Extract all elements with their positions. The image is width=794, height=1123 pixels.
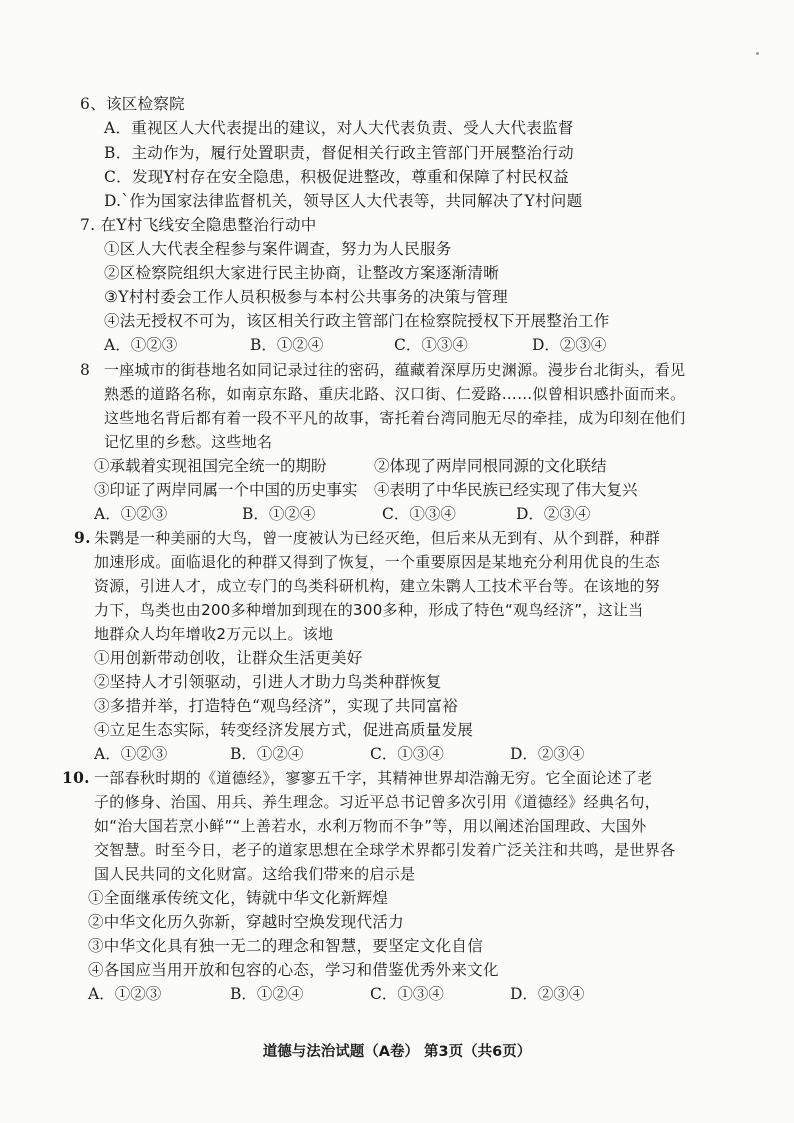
q9-passage-line-2: 加速形成。面临退化的种群又得到了恢复，一个重要原因是某地充分利用优良的生态 [94, 553, 661, 571]
q10-passage-line-1: 一部春秋时期的《道德经》，寥寥五千字，其精神世界却浩瀚无穷。它全面论述了老 [94, 769, 653, 787]
q7-statement-1: ①区人大代表全程参与案件调查，努力为人民服务 [104, 240, 452, 258]
q6-option-b: B．主动作为，履行处置职责，督促相关行政主管部门开展整治行动 [104, 144, 574, 162]
q7-option-d: D．②③④ [532, 336, 607, 354]
q10-statement-1: ①全面继承传统文化，铸就中华文化新辉煌 [88, 889, 389, 907]
q10-option-d: D．②③④ [510, 985, 585, 1003]
q7-option-a: A．①②③ [104, 336, 178, 354]
q9-statement-3: ③多措并举，打造特色“观鸟经济”，实现了共同富裕 [94, 697, 459, 715]
q8-option-c: C．①③④ [382, 505, 456, 523]
q8-options [94, 502, 654, 526]
q9-number: 9. [74, 528, 91, 547]
q8-option-b: B．①②④ [242, 505, 316, 523]
page-footer: 道德与法治试题（A卷） 第3页（共6页） [262, 1044, 532, 1060]
scan-speck [756, 52, 759, 55]
q9-passage-line-4: 力下，鸟类也由200多种增加到现在的300多种，形成了特色“观鸟经济”，这让当 [94, 601, 644, 619]
q8-passage-line-1: 一座城市的街巷地名如同记录过往的密码，蕴藏着深厚历史渊源。漫步台北街头，看见 [104, 361, 686, 379]
q8-passage-line-4: 记忆里的乡愁。这些地名 [104, 433, 273, 451]
q10-option-b: B．①②④ [230, 985, 304, 1003]
q9-passage-line-3: 资源，引进人才，成立专门的鸟类科研机构，建立朱鹮人工技术平台等。在该地的努 [94, 577, 661, 595]
q8-option-d: D．②③④ [516, 505, 591, 523]
q10-passage-line-3: 如“治大国若烹小鲜”“上善若水，水利万物而不争”等，用以阐述治国理政、大国外 [94, 817, 647, 835]
q9-statement-1: ①用创新带动创收，让群众生活更美好 [94, 649, 363, 667]
q8-passage-line-3: 这些地名背后都有着一段不平凡的故事，寄托着台湾同胞无尽的牵挂，成为印刻在他们 [104, 409, 686, 427]
q10-passage-line-2: 子的修身、治国、用兵、养生理念。习近平总书记曾多次引用《道德经》经典名句， [94, 793, 661, 811]
q8-statements-row-1 [94, 454, 654, 478]
q7-option-c: C．①③④ [394, 336, 468, 354]
q7-statement-4: ④法无授权不可为，该区相关行政主管部门在检察院授权下开展整治工作 [104, 312, 610, 330]
q8-statement-4: ④表明了中华民族已经实现了伟大复兴 [374, 481, 638, 499]
q9-option-c: C．①③④ [370, 745, 444, 763]
q10-passage-line-5: 国人民共同的文化财富。这给我们带来的启示是 [94, 865, 416, 883]
q8-statement-2: ②体现了两岸同根同源的文化联结 [374, 457, 607, 475]
q6-stem: 6、该区检察院 [80, 95, 185, 113]
q8-statement-1: ①承载着实现祖国完全统一的期盼 [94, 457, 327, 475]
q8-number: 8 [80, 361, 91, 379]
q7-option-b: B．①②④ [250, 336, 324, 354]
q8-statements-row-2 [94, 478, 674, 502]
q9-option-b: B．①②④ [230, 745, 304, 763]
q9-option-d: D．②③④ [510, 745, 585, 763]
q8-option-a: A．①②③ [94, 505, 168, 523]
q7-stem: 7. 在Y村飞线安全隐患整治行动中 [80, 216, 317, 234]
q9-passage-line-1: 朱鹮是一种美丽的大鸟，曾一度被认为已经灭绝，但后来从无到有、从个到群，种群 [94, 529, 661, 547]
q10-option-c: C．①③④ [370, 985, 444, 1003]
q10-statement-3: ③中华文化具有独一无二的理念和智慧，要坚定文化自信 [88, 937, 484, 955]
q8-statement-3: ③印证了两岸同属一个中国的历史事实 [94, 481, 358, 499]
q10-statement-2: ②中华文化历久弥新，穿越时空焕发现代活力 [88, 913, 405, 931]
q9-statement-4: ④立足生态实际，转变经济发展方式，促进高质量发展 [94, 721, 474, 739]
q7-statement-2: ②区检察院组织大家进行民主协商，让整改方案逐渐清晰 [104, 264, 500, 282]
q6-option-d: D.`作为国家法律监督机关，领导区人大代表等，共同解决了Y村问题 [104, 192, 583, 210]
q10-option-a: A．①②③ [88, 985, 162, 1003]
q9-options [94, 742, 654, 766]
q6-option-a: A．重视区人大代表提出的建议，对人大代表负责、受人大代表监督 [104, 119, 574, 137]
q10-options [88, 982, 648, 1006]
q9-option-a: A．①②③ [94, 745, 168, 763]
q10-number: 10. [62, 768, 90, 787]
q9-passage-line-5: 地群众人均年增收2万元以上。该地 [94, 625, 334, 643]
q7-statement-3: ③Y村村委会工作人员积极参与本村公共事务的决策与管理 [104, 288, 508, 306]
q8-passage-line-2: 熟悉的道路名称，如南京东路、重庆北路、汉口街、仁爱路……似曾相识感扑面而来。 [104, 385, 686, 403]
q9-statement-2: ②坚持人才引领驱动，引进人才助力鸟类种群恢复 [94, 673, 442, 691]
q7-options [104, 333, 664, 357]
q10-passage-line-4: 交智慧。时至今日，老子的道家思想在全球学术界都引发着广泛关注和共鸣，是世界各 [94, 841, 676, 859]
q6-option-c: C．发现Y村存在安全隐患，积极促进整改，尊重和保障了村民权益 [104, 168, 570, 186]
q10-statement-4: ④各国应当用开放和包容的心态，学习和借鉴优秀外来文化 [88, 961, 499, 979]
